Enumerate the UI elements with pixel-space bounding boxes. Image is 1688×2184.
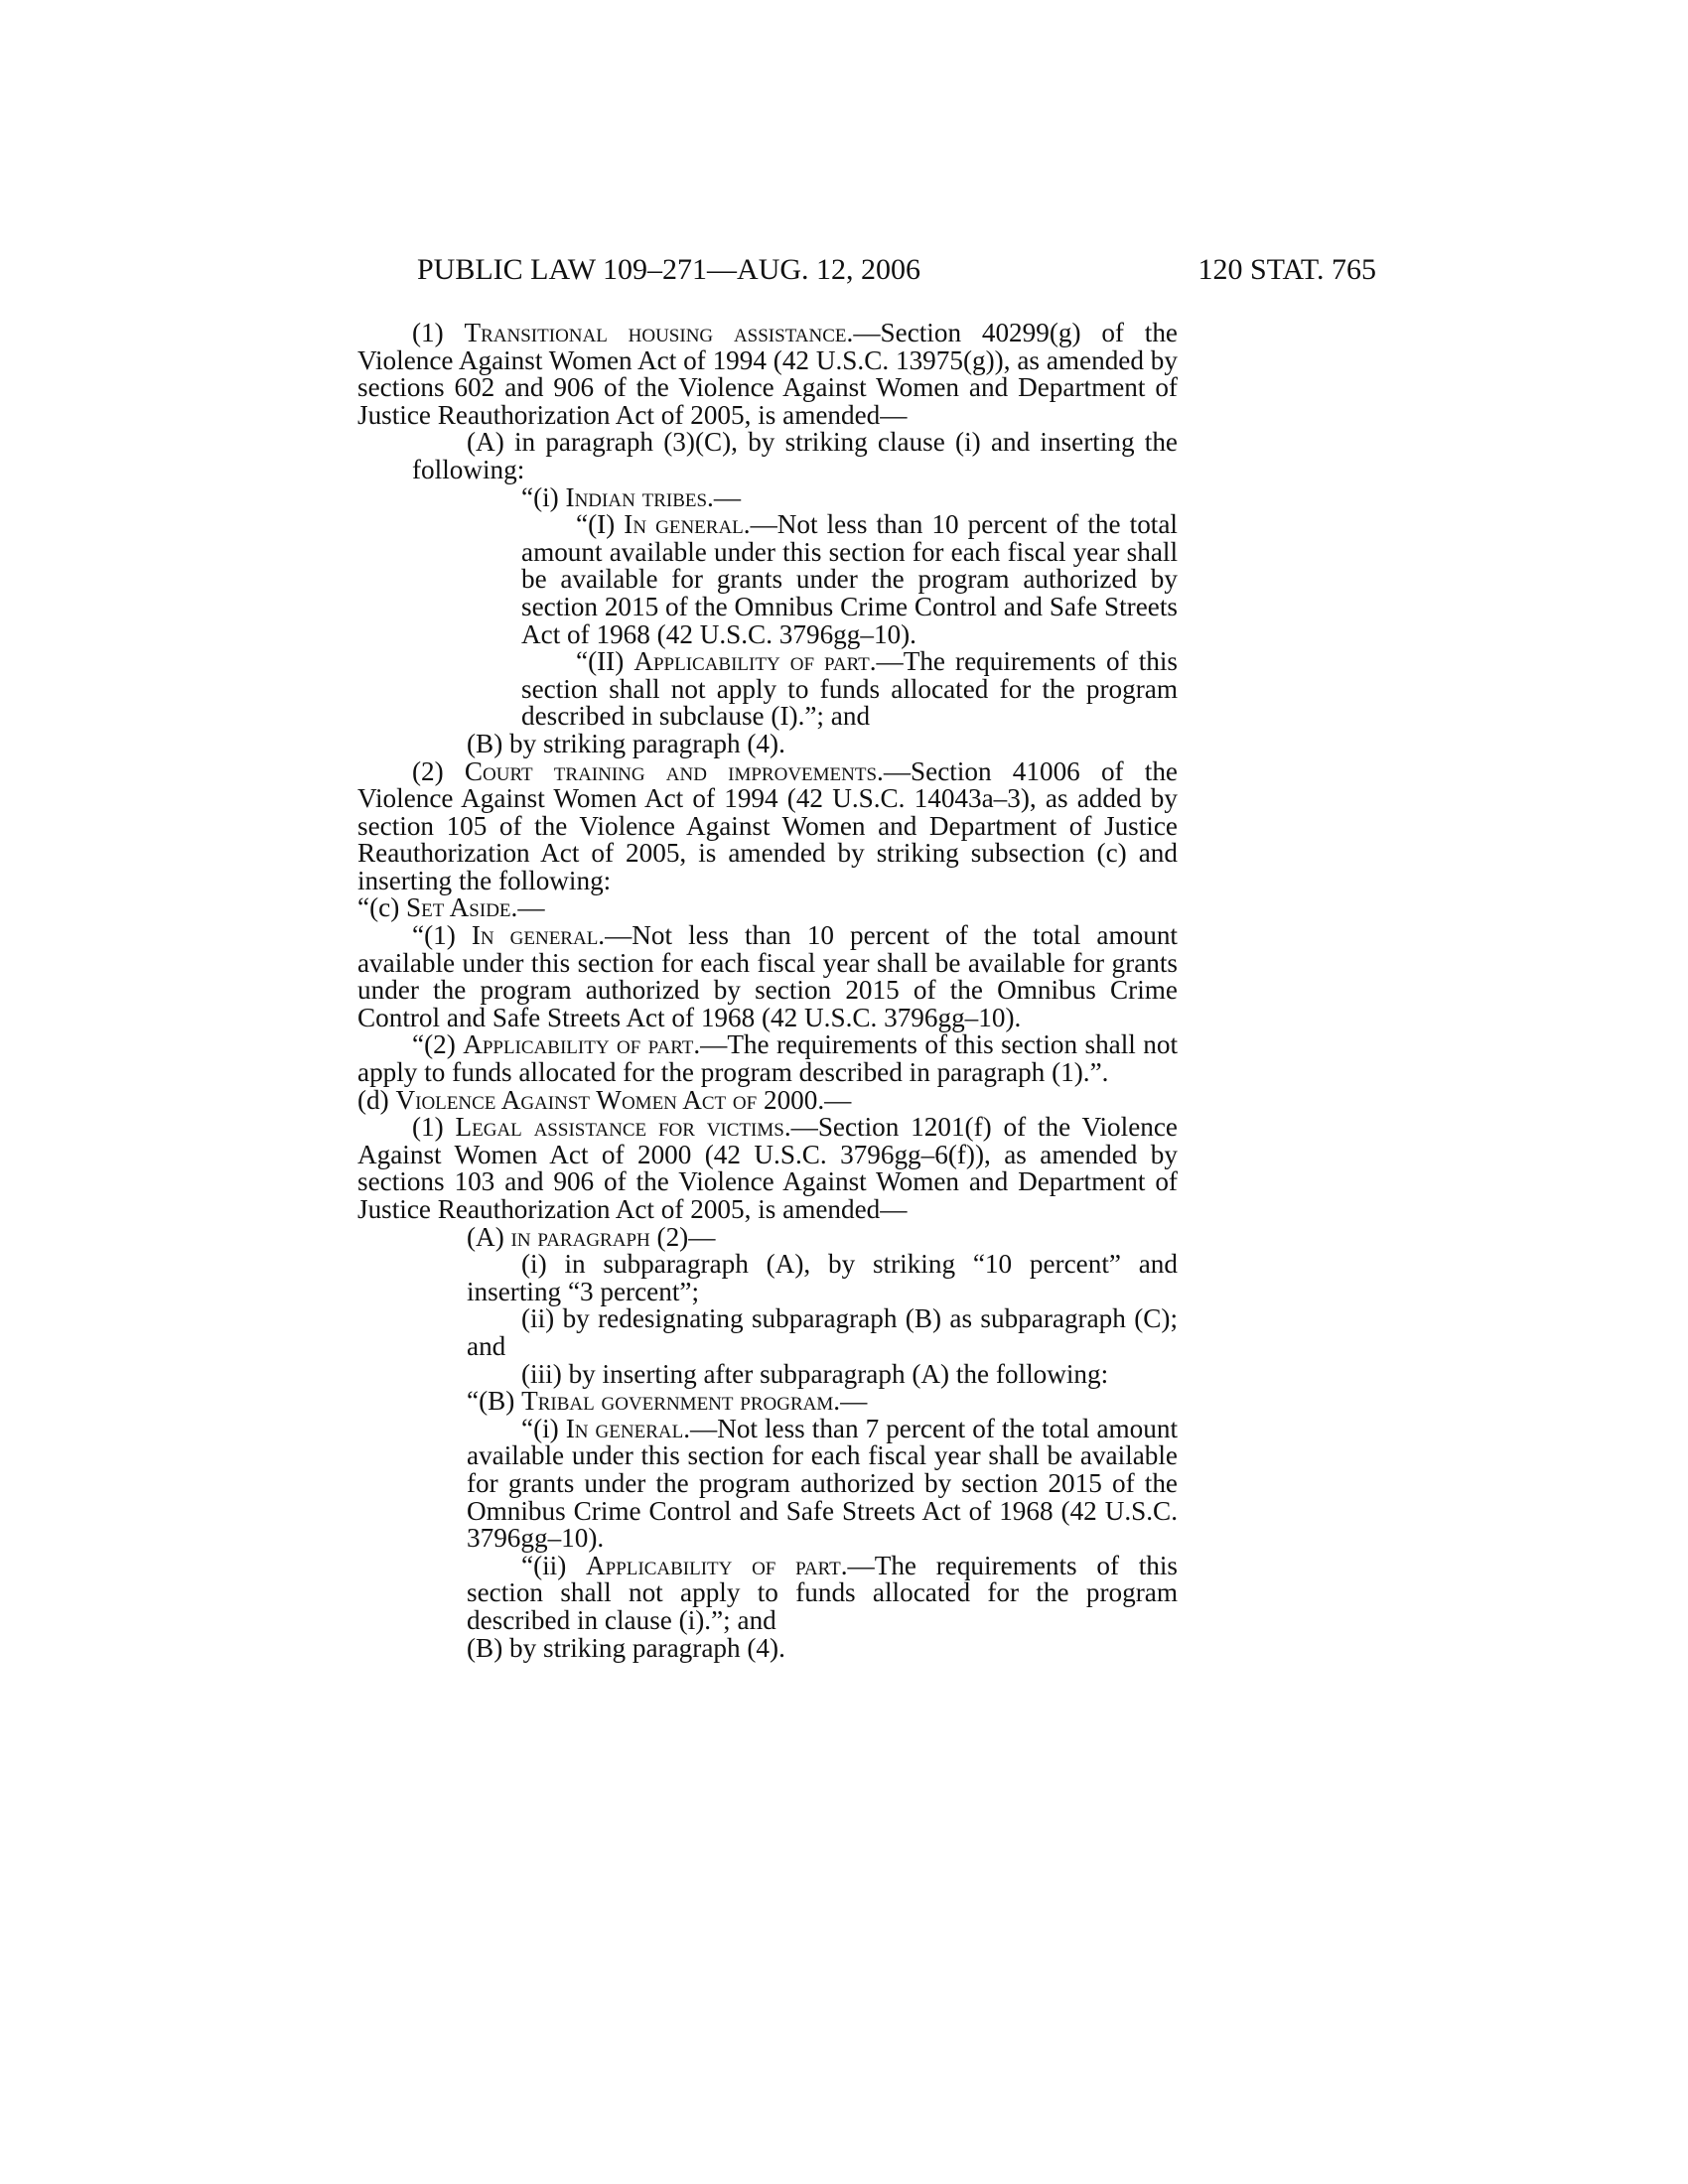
run-heading: In general. <box>471 920 606 951</box>
public-law-citation: PUBLIC LAW 109–271—AUG. 12, 2006 <box>417 253 921 286</box>
para-ii-applicability-clause: “(ii) Applicability of part.—The requirements of this section shall not apply to funds allocated for the program described in clause (i).”; and <box>467 1550 1178 1635</box>
para-II-applicability: “(II) Applicability of part.—The requirements of this section shall not apply to funds allocated for the program described in subclause (I).”; and <box>521 646 1178 732</box>
para-c-set-aside: “(c) Set Aside.— <box>357 892 545 923</box>
run-heading: In general. <box>624 509 751 540</box>
statute-page-number: 120 STAT. 765 <box>1197 253 1376 286</box>
para-i-in-general-7-percent: “(i) In general.—Not less than 7 percent of the total amount available under this section for each fiscal year shall be available for grants under the program authorized by section 2015 of the Omnibus Crime Control and Safe Streets Act of 1968 (42 U.S.C. 3796gg–10). <box>467 1413 1178 1554</box>
para-transitional-housing: (1) Transitional housing assistance.—Section 40299(g) of the Violence Against Women Act of 1994 (42 U.S.C. 13975(g)), as amended by sections 602 and 906 of the Violence Against Women and Department of Justice Reauthorization Act of 2005, is amended— <box>357 318 1179 430</box>
run-heading: Tribal government program. <box>521 1386 841 1417</box>
run-heading: Applicability of part. <box>633 646 877 677</box>
run-heading: Indian tribes. <box>565 481 714 512</box>
para-A-paragraph-3C: (A) in paragraph (3)(C), by striking clause (i) and inserting the following: <box>412 427 1178 484</box>
para-I-in-general: “(I) In general.—Not less than 10 percent of the total amount available under this section for each fiscal year shall be available for grants under the program authorized by section 2015 of the Omnibus Crime Control and Safe Streets Act of 1968 (42 U.S.C. 3796gg–10). <box>521 509 1178 649</box>
run-heading: In general. <box>565 1413 690 1443</box>
run-heading: Legal assistance for victims. <box>455 1112 791 1143</box>
running-header <box>417 250 1376 290</box>
run-heading: Violence Against Women Act of 2000. <box>395 1084 825 1115</box>
para-1-in-general: “(1) In general.—Not less than 10 percent of the total amount available under this section for each fiscal year shall be available for grants under the program authorized by section 2015 of the Omnibus Crime Control and Safe Streets Act of 1968 (42 U.S.C. 3796gg–10). <box>357 920 1178 1032</box>
para-B-striking-paragraph-4: (B) by striking paragraph (4). <box>467 1632 785 1663</box>
run-heading: Court training and improvements. <box>464 755 884 786</box>
para-d-vawa-2000: (d) Violence Against Women Act of 2000.— <box>357 1084 852 1115</box>
document-body <box>357 320 1178 1662</box>
para-indian-tribes: “(i) Indian tribes.— <box>521 481 742 512</box>
para-ii-redesignating: (ii) by redesignating subparagraph (B) as subparagraph (C); and <box>467 1303 1178 1361</box>
para-2-applicability: “(2) Applicability of part.—The requirements of this section shall not apply to funds allocated for the program described in paragraph (1).”. <box>357 1029 1178 1088</box>
run-heading: in paragraph (2) <box>510 1221 689 1252</box>
para-legal-assistance: (1) Legal assistance for victims.—Section 1201(f) of the Violence Against Women Act of 2000 (42 U.S.C. 3796gg–6(f)), as amended by sections 103 and 906 of the Violence Against Women and Department of Justice Reauthorization Act of 2005, is amended— <box>357 1112 1178 1224</box>
run-heading: Transitional housing assistance. <box>464 318 854 347</box>
para-court-training: (2) Court training and improvements.—Section 41006 of the Violence Against Women Act of 1994 (42 U.S.C. 14043a–3), as added by section 105 of the Violence Against Women and Department of Justice Reauthorization Act of 2005, is amended by striking subsection (c) and inserting the following: <box>357 755 1178 895</box>
para-B-tribal-government: “(B) Tribal government program.— <box>467 1386 868 1417</box>
para-A-paragraph-2: (A) in paragraph (2)— <box>467 1221 716 1252</box>
run-heading: Applicability of part. <box>586 1550 848 1580</box>
para-B-striking-4: (B) by striking paragraph (4). <box>467 728 785 758</box>
para-iii-inserting: (iii) by inserting after subparagraph (A) the following: <box>521 1358 1109 1389</box>
para-i-striking-10-percent: (i) in subparagraph (A), by striking “10 percent” and inserting “3 percent”; <box>467 1249 1178 1306</box>
run-heading: Set Aside. <box>406 892 518 923</box>
run-heading: Applicability of part. <box>463 1029 701 1060</box>
